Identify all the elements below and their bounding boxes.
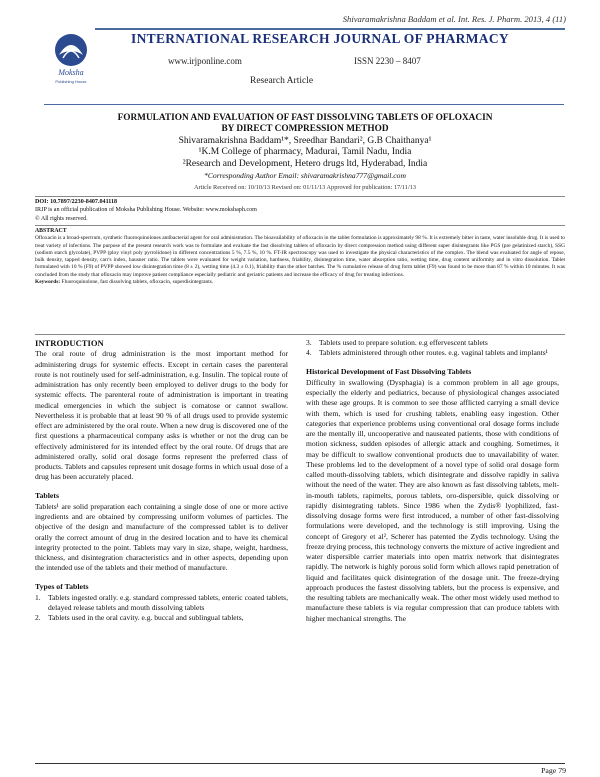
right-column bbox=[306, 338, 559, 624]
footer-rule bbox=[35, 763, 565, 764]
section-heading-tablets: Tablets bbox=[35, 490, 59, 500]
title-line-2: BY DIRECT COMPRESSION METHOD bbox=[221, 124, 389, 134]
tablets-text: Tablets¹ are solid preparation each containing a single dose of one or more active ingredients and are obtained by compressing uniform volumes of particles. The objective of the design and manufacture of the compressed tablet is to deliver orally the correct amount of drug in the desired location and to have its chemical integrity protected to the point. Tablets may vary in size, shape, weight, hardness, thickness, and disintegration characteristics and in other aspects, depending upon the intended use of the tablets and their method of manufacture. bbox=[35, 501, 288, 573]
doi[interactable]: DOI: 10.7897/2230-8407.041118 bbox=[35, 199, 118, 205]
article-type: Research Article bbox=[250, 76, 314, 86]
types-list-continued bbox=[306, 338, 559, 359]
divider bbox=[35, 196, 565, 197]
affiliation-2: ²Research and Development, Hetero drugs ltd, Hyderabad, India bbox=[182, 158, 428, 169]
divider bbox=[35, 334, 565, 335]
divider bbox=[35, 225, 565, 226]
logo-subtext: Publishing House bbox=[55, 79, 87, 84]
affiliation-1: ¹K.M College of pharmacy, Madurai, Tamil Nadu, India bbox=[198, 147, 412, 158]
publisher-note: IRJP is an official publication of Moksha Publishing House. Website: www.mokshaph.com bbox=[35, 207, 257, 214]
section-heading-history: Historical Development of Fast Dissolving Tablets bbox=[306, 366, 472, 376]
header-rule-bottom bbox=[44, 104, 564, 105]
list-item: 3. Tablets used to prepare solution. e.g effervescent tablets bbox=[306, 338, 488, 347]
left-column bbox=[35, 338, 288, 624]
top-citation: Shivaramakrishna Baddam et al. Int. Res. J. Pharm. 2013, 4 (11) bbox=[342, 14, 566, 24]
author-block bbox=[60, 136, 550, 182]
journal-website[interactable]: www.irjponline.com bbox=[168, 56, 242, 66]
abstract bbox=[35, 228, 565, 286]
section-heading-introduction: INTRODUCTION bbox=[35, 338, 104, 348]
article-dates: Article Received on: 10/10/13 Revised on: 01/11/13 Approved for publication: 17/11/13 bbox=[194, 184, 416, 191]
history-text: Difficulty in swallowing (Dysphagia) is a common problem in all age groups, especially the elderly and pediatrics, because of physiological changes associated with these age groups. It is common to see those afflicted carrying a small device with them, which is used for crushing tablets, enabling easy ingestion. Other categories that experience problems using conventional oral dosage forms include are the mentally ill, uncooperative and nauseated patients, those with conditions of motion sickness, sudden episodes of allergic attack and coughing. Sometimes, it may be difficult to swallow conventional products due to unavailability of water. These problems led to the development of a novel type of solid oral dosage form called mouth-dissolving tablets, which disintegrate and dissolve rapidly in saliva without the need of the water. They are also known as fast dissolving tablets, melt-in-mouth tablets, rapimelts, porous tablets, oro-dispersible, quick dissolving or rapidly disintegrating tablets. Since 1986 when the Zydis® lyophilized, fast-dissolving dosage forms were first introduced, a number of other fast-dissolving formulations were developed, and the technology is still improving. Using the concept of Gregory et al², Scherer has patented the Zydis technology. Using the freeze drying process, this technology converts the mixture of active ingredient and water dispersible carrier materials into open matrix network that disintegrates rapidly. The network is highly porous solid form which allows rapid penetration of liquid and facilitates quick disintegration of the dosage unit. The freeze-drying approach produces the fastest dissolving tablets, but the process is expensive, and the resulting tablets are mechanically weak. The other most widely used method to manufacture these tablets is via regular compression that can produce tablets with higher mechanical strengths. The bbox=[306, 377, 559, 623]
article-meta bbox=[35, 198, 565, 223]
title-line-1: FORMULATION AND EVALUATION OF FAST DISSOLVING TABLETS OF OFLOXACIN bbox=[117, 113, 493, 123]
author-list: Shivaramakrishna Baddam¹*, Sreedhar Bandari², G.B Chaithanya¹ bbox=[178, 136, 432, 146]
header-rule-top bbox=[95, 28, 565, 30]
introduction-text: The oral route of drug administration is the most important method for administering drugs for systemic effects. Except in certain cases the parenteral route is not routinely used for self-administration, e.g. Insulin. The topical route of administration has only recently been employed to deliver drugs to the body for systemic effects. The parenteral route of administration is important in treating medical emergencies in which the subject is comatose or cannot swallow. Nevertheless it is probable that at least 90 % of all drugs used to provide systemic effect are administered by the oral route. When a new drug is discovered one of the first questions a pharmaceutical company asks is whether or not the drug can be effectively administered for its intended effect by the oral route. Of drugs that are administered orally, solid oral dosage forms represent the preferred class of products. Tablets and capsules represent unit dosage forms in which usual dose of a drug has been accurately placed. bbox=[35, 349, 288, 482]
keywords: Fluoroquinolone, fast dissolving tablets, ofloxacin, superdisintegrants. bbox=[61, 279, 214, 286]
list-item: 4. Tablets administered through other routes. e.g. vaginal tablets and implants¹ bbox=[306, 348, 548, 358]
types-list bbox=[35, 593, 288, 624]
keywords-label: Keywords: bbox=[35, 279, 61, 286]
list-item: 1. Tablets ingested orally. e.g. standard compressed tablets, enteric coated tablets, delayed release tablets and mouth dissolving tablets bbox=[35, 592, 288, 612]
journal-logo bbox=[50, 31, 92, 89]
corresponding-author: *Corresponding Author Email: shivaramakrishna777@gmail.com bbox=[204, 171, 406, 181]
moksha-logo-icon bbox=[50, 31, 92, 89]
abstract-heading: ABSTRACT bbox=[35, 228, 67, 234]
list-item: 2. Tablets used in the oral cavity. e.g. buccal and sublingual tablets, bbox=[35, 613, 244, 623]
logo-text: Moksha bbox=[58, 68, 84, 77]
rights-note: © All rights reserved. bbox=[35, 215, 88, 222]
article-title bbox=[60, 113, 550, 135]
journal-name: INTERNATIONAL RESEARCH JOURNAL OF PHARMACY bbox=[131, 31, 509, 46]
page-number: Page 79 bbox=[541, 766, 566, 775]
section-heading-types: Types of Tablets bbox=[35, 581, 89, 591]
abstract-text: Ofloxacin is a broad-spectrum, synthetic fluoroquinolones antibacterial agent for oral administration. The bioavailability of ofloxacin in the tablet formulation is approximately 98 %. It is extremely bitter in taste, water insoluble drug. It is used to treat variety of infections. The purpose of the present research work was to formulate and evaluate the fast dissolving tablets of ofloxacin by direct compression method using different super disintegrants like PGS (pre gelatinized starch), SSG (sodium starch glycolate), PVPP (ploy vinyl poly pyrrolidone) in different concentrations 5 %, 7.5 %, 10 %. FT-IR spectroscopy was used to investigate the physical characteristics of the complex. The blend was evaluated for angle of repose, bulk density, tapped density, carr's index, hausner ratio. The tablets were evaluated for weight variation, hardness, friability, disintegration time, water absorption ratio, wetting time, drug content uniformity and in vitro dissolution. Tablet formulated with 10 % (F9) of PVPP showed low disintegration time (8 ± 2), wetting time (4.3 ± 0.1), friability than the other batches. The % cumulative release of drug form tablet (F9) was found to be more than 87 % within 10 minutes. It was concluded from the study that ofloxacin may improve patient compliance especially pediatric and geriatric patients and increase the efficacy of drug for treating infections. bbox=[35, 235, 565, 278]
journal-issn: ISSN 2230 – 8407 bbox=[354, 56, 421, 66]
